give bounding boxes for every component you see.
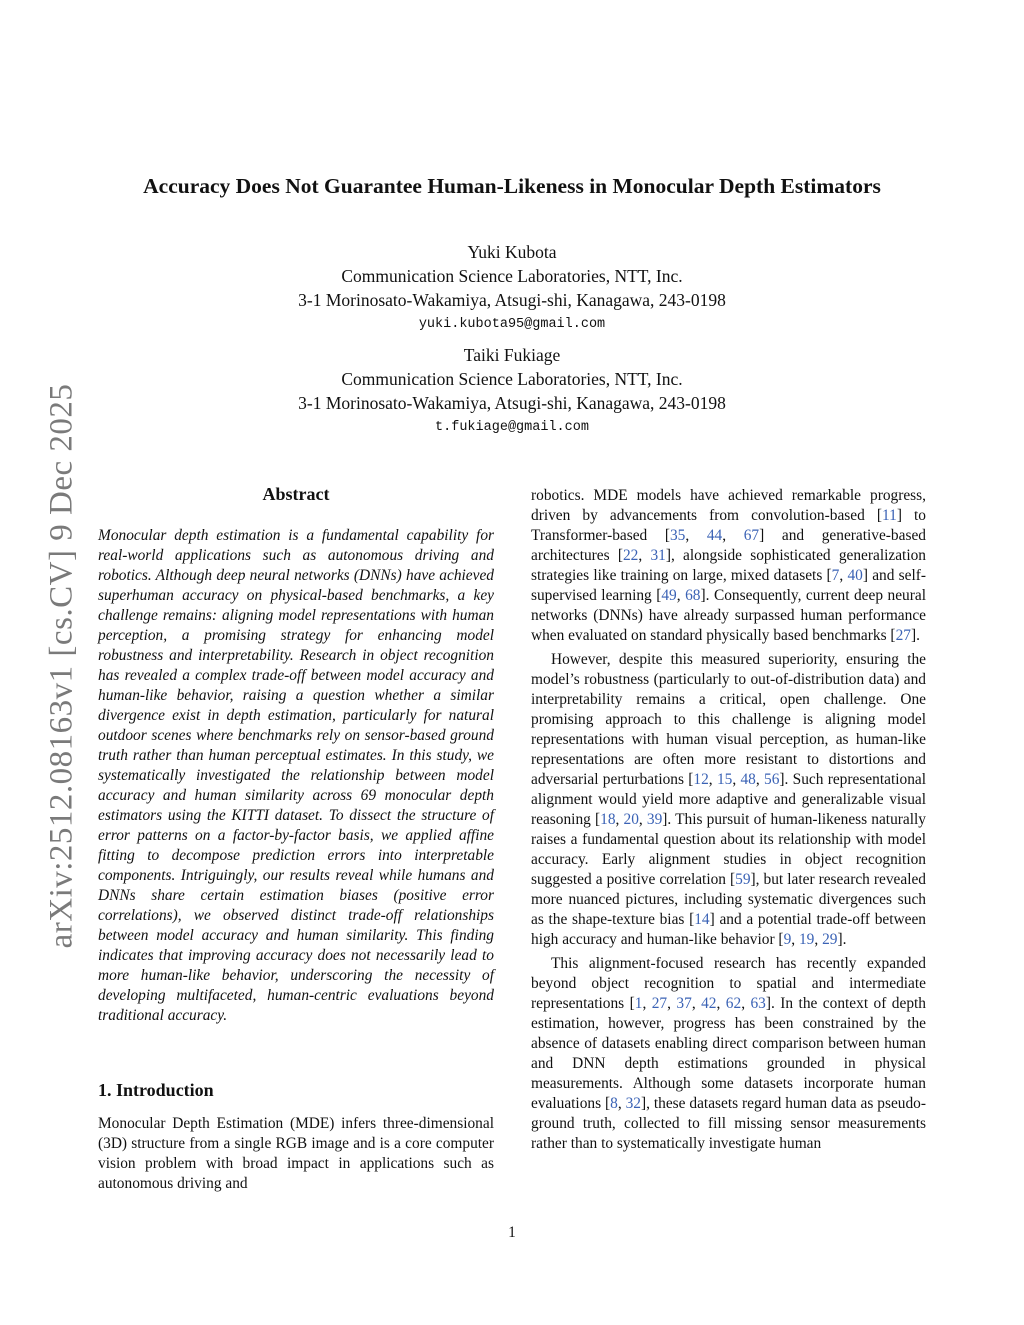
citation-link[interactable]: 59 <box>735 871 751 888</box>
citation-link[interactable]: 15 <box>716 771 733 788</box>
paragraph-text: , <box>814 931 823 948</box>
citation-link[interactable]: 39 <box>646 811 663 828</box>
paragraph-text: , <box>638 811 647 828</box>
paragraph-text: ] and a potential trade-off between high accuracy and human-like behavior [ <box>531 911 926 948</box>
citation-link[interactable]: 56 <box>764 771 780 788</box>
paragraph-text: ]. This pursuit of human-likeness naturally raises a fundamental question about its relationship with model accuracy. Early alignment studies in object recognition suggested a positive correlation [ <box>531 811 926 888</box>
paragraph-text: , <box>685 527 707 544</box>
citation-link[interactable]: 22 <box>622 547 639 564</box>
paragraph-text: This alignment-focused research has recently expanded beyond object recognition to spatial and intermediate representations [ <box>531 955 926 1012</box>
arxiv-identifier: arXiv:2512.08163v1 [cs.CV] 9 Dec 2025 <box>43 383 80 949</box>
paragraph-text: , <box>732 771 741 788</box>
citation-link[interactable]: 42 <box>701 995 717 1012</box>
right-paragraph-2 <box>531 650 926 950</box>
author-email: t.fukiage@gmail.com <box>435 420 589 435</box>
introduction-text: Monocular Depth Estimation (MDE) infers three-dimensional (3D) structure from a single RGB image and is a core computer vision problem with broad impact in applications such as autonomous driving and <box>98 1115 494 1192</box>
paragraph-text: robotics. MDE models have achieved remarkable progress, driven by advancements from convolution-based [ <box>531 487 926 524</box>
citation-link[interactable]: 9 <box>783 931 792 948</box>
citation-link[interactable]: 62 <box>725 995 742 1012</box>
citation-link[interactable]: 19 <box>798 931 815 948</box>
paragraph-text: ] and generative-based architectures [ <box>531 527 926 564</box>
paragraph-text: ], alongside sophisticated generalization strategies like training on large, mixed datasets [ <box>531 547 926 584</box>
citation-link[interactable]: 40 <box>847 567 863 584</box>
author-name: Taiki Fukiage <box>463 345 561 365</box>
paragraph-text: ]. In the context of depth estimation, however, progress has been constrained by the absence of datasets enabling direct comparison between human and DNN depth estimations grounded in physical measurements. Although some datasets incorporate human evaluations [ <box>531 995 926 1112</box>
citation-link[interactable]: 18 <box>600 811 616 828</box>
citation-link[interactable]: 44 <box>706 527 723 544</box>
citation-link[interactable]: 20 <box>623 811 639 828</box>
citation-link[interactable]: 63 <box>750 995 766 1012</box>
citation-link[interactable]: 68 <box>685 587 701 604</box>
author-affiliation: Communication Science Laboratories, NTT, Inc. <box>341 369 683 389</box>
citation-link[interactable]: 32 <box>625 1095 641 1112</box>
right-column <box>531 486 926 1158</box>
citation-link[interactable]: 35 <box>669 527 686 544</box>
abstract-text: Monocular depth estimation is a fundamental capability for real-world applications such as autonomous driving and robotics. Although deep neural networks (DNNs) have achieved superhuman accuracy on physical-based benchmarks, a key challenge remains: aligning model representations with human perception, a promising strategy for enhancing model robustness and interpretability. Research in object recognition has revealed a complex trade-off between model accuracy and human-like behavior, raising a question whether a similar divergence exist in depth estimation, particularly for natural outdoor scenes where benchmarks rely on sensor-based ground truth rather than human perceptual estimates. In this study, we systematically investigated the relationship between model accuracy and human similarity across 69 monocular depth estimators using the KITTI dataset. To dissect the structure of error patterns on a factor-by-factor basis, we applied affine fitting to decompose prediction errors into interpretable components. Intriguingly, our results reveal while humans and DNNs share certain estimation biases (positive error correlations), we observed distinct trade-off relationships between model accuracy and human similarity. This finding indicates that improving accuracy does not necessarily lead to more human-like behavior, underscoring the necessity of developing multifaceted, human-centric evaluations beyond traditional accuracy. <box>98 527 494 1024</box>
paragraph-text: ] to Transformer-based [ <box>531 507 926 544</box>
author-name: Yuki Kubota <box>467 242 557 262</box>
right-paragraph-3 <box>531 954 926 1154</box>
author-email: yuki.kubota95@gmail.com <box>418 317 606 332</box>
citation-link[interactable]: 1 <box>634 995 643 1012</box>
paragraph-text: However, despite this measured superiority, ensuring the model’s robustness (particularly to out-of-distribution data) and interpretability remains a critical, open challenge. One promising approach to this challenge is aligning model representations with human visual perception, as human-like representations are often more resistant to distortions and adversarial perturbations [ <box>531 651 926 788</box>
citation-link[interactable]: 67 <box>743 527 760 544</box>
paragraph-text: ]. <box>837 931 847 948</box>
right-paragraph-1 <box>531 486 926 646</box>
citation-link[interactable]: 8 <box>610 1095 618 1112</box>
page-number: 1 <box>508 1224 516 1241</box>
paragraph-text: , <box>722 527 744 544</box>
paragraph-text: , <box>839 567 848 584</box>
paragraph-text: , <box>676 587 686 604</box>
paragraph-text: ]. Such representational alignment would yield more adaptive and generalizable visual reasoning [ <box>531 771 926 828</box>
paragraph-text: ]. <box>910 627 920 644</box>
paragraph-text: , <box>638 547 651 564</box>
citation-link[interactable]: 11 <box>882 507 897 524</box>
citation-link[interactable]: 14 <box>694 911 710 928</box>
paragraph-text: , <box>667 995 677 1012</box>
paper-title: Accuracy Does Not Guarantee Human-Likeness in Monocular Depth Estimators <box>143 174 881 198</box>
citation-link[interactable]: 29 <box>822 931 838 948</box>
citation-link[interactable]: 48 <box>740 771 756 788</box>
citation-link[interactable]: 27 <box>651 995 668 1012</box>
paragraph-text: ] and self-supervised learning [ <box>531 567 926 604</box>
author-block-1 <box>0 240 1024 338</box>
paragraph-text: , <box>642 995 652 1012</box>
paragraph-text: ], these datasets regard human data as pseudo-ground truth, collected to fill missing sensor measurements rather than to systematically investigate human <box>531 1095 926 1152</box>
abstract-heading: Abstract <box>262 484 330 504</box>
author-address: 3-1 Morinosato-Wakamiya, Atsugi-shi, Kanagawa, 243-0198 <box>298 393 726 413</box>
paragraph-text: ]. Consequently, current deep neural networks (DNNs) have already surpassed human performance when evaluated on standard physically based benchmarks [ <box>531 587 926 644</box>
paragraph-text: , <box>755 771 764 788</box>
citation-link[interactable]: 37 <box>676 995 692 1012</box>
author-block-2 <box>0 343 1024 441</box>
paragraph-text: ], but later research revealed more nuanced pictures, including systematic divergences such as the shape-texture bias [ <box>531 871 927 928</box>
citation-link[interactable]: 7 <box>831 567 840 584</box>
paragraph-text: , <box>741 995 751 1012</box>
paragraph-text: , <box>691 995 702 1012</box>
paragraph-text: , <box>617 1095 626 1112</box>
paragraph-text: , <box>791 931 799 948</box>
paragraph-text: , <box>708 771 717 788</box>
citation-link[interactable]: 27 <box>895 627 911 644</box>
citation-link[interactable]: 49 <box>661 587 677 604</box>
paragraph-text: , <box>716 995 726 1012</box>
introduction-heading: 1. Introduction <box>98 1080 214 1100</box>
author-address: 3-1 Morinosato-Wakamiya, Atsugi-shi, Kanagawa, 243-0198 <box>298 290 726 310</box>
author-affiliation: Communication Science Laboratories, NTT, Inc. <box>341 266 683 286</box>
paragraph-text: , <box>615 811 624 828</box>
citation-link[interactable]: 31 <box>650 547 666 564</box>
citation-link[interactable]: 12 <box>693 771 709 788</box>
